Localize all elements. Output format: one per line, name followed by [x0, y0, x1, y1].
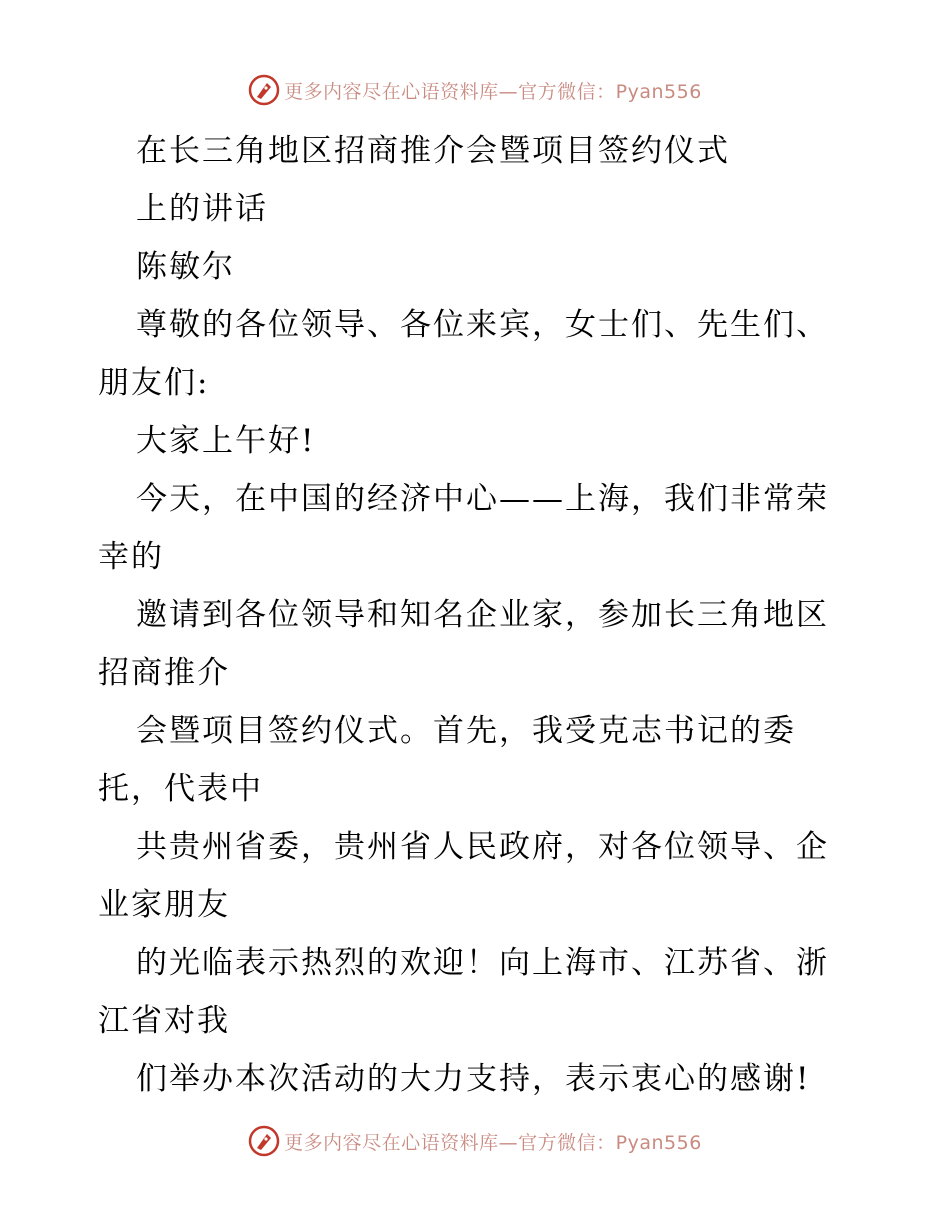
text-line: 们举办本次活动的大力支持，表示衷心的感谢! [136, 1061, 811, 1097]
text-line: 的光临表示热烈的欢迎！向上海市、江苏省、浙 [136, 945, 829, 981]
text-line: 江省对我 [98, 1003, 230, 1039]
text-line: 邀请到各位领导和知名企业家，参加长三角地区 [136, 597, 829, 633]
text-line: 招商推介 [98, 655, 230, 691]
pen-nib-logo-icon [248, 1125, 280, 1157]
text-line: 托，代表中 [98, 771, 263, 807]
title-line-1: 在长三角地区招商推介会暨项目签约仪式 [136, 133, 730, 169]
footer-watermark-text: 更多内容尽在心语资料库—官方微信：Pyan556 [284, 1131, 702, 1154]
document-body [98, 122, 858, 1108]
header-watermark-banner [0, 70, 950, 110]
text-line: 业家朋友 [98, 887, 230, 923]
text-line: 尊敬的各位领导、各位来宾，女士们、先生们、 [136, 307, 829, 343]
title-line-2: 上的讲话 [136, 191, 268, 227]
author-name: 陈敏尔 [136, 249, 235, 285]
text-line: 朋友们: [98, 365, 210, 401]
text-line: 幸的 [98, 539, 164, 575]
text-line: 会暨项目签约仪式。首先，我受克志书记的委 [136, 713, 796, 749]
text-line: 大家上午好! [136, 423, 316, 459]
pen-nib-logo-icon [248, 74, 280, 106]
footer-watermark-banner [0, 1121, 950, 1161]
text-line: 今天，在中国的经济中心——上海，我们非常荣 [136, 481, 829, 517]
header-watermark-text: 更多内容尽在心语资料库—官方微信：Pyan556 [284, 80, 702, 103]
text-line: 共贵州省委，贵州省人民政府，对各位领导、企 [136, 829, 829, 865]
